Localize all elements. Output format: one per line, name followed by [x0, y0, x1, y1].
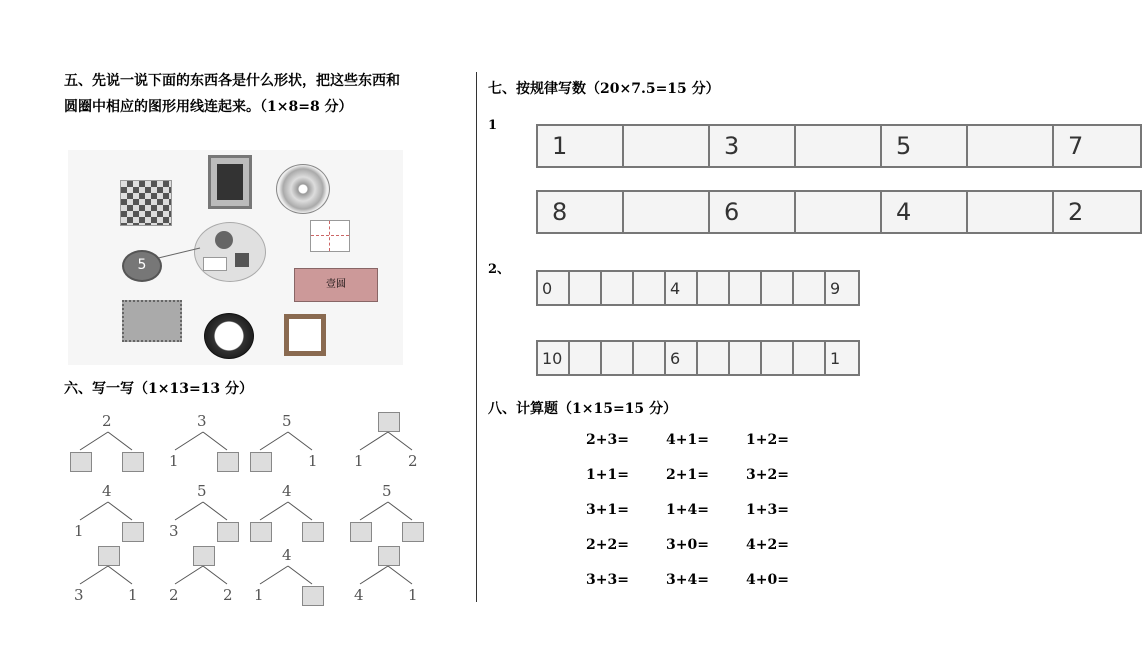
sequence-blank-cell[interactable]	[762, 272, 794, 304]
sequence-blank-cell[interactable]	[698, 272, 730, 304]
number-tree	[350, 418, 440, 468]
stamp-picture	[122, 300, 182, 342]
tree-number-right: 1	[308, 452, 318, 470]
banknote-text: 壹圆	[326, 279, 346, 290]
sequence-blank-cell[interactable]	[730, 272, 762, 304]
sequence-blank-cell[interactable]	[634, 272, 666, 304]
number-tree	[350, 552, 440, 602]
sequence-blank-cell[interactable]	[794, 342, 826, 374]
calc-problem: 3+3=	[586, 572, 629, 588]
tree-number-top: 5	[382, 482, 392, 500]
sequence-number-cell: 1	[826, 342, 858, 374]
q5-title-line1: 五、先说一说下面的东西各是什么形状，把这些东西和	[64, 73, 400, 89]
tree-number-top: 4	[282, 546, 292, 564]
sequence-number-cell: 1	[538, 126, 624, 166]
tree-answer-box-top[interactable]	[98, 546, 120, 566]
tree-answer-box-right[interactable]	[122, 452, 144, 472]
tree-number-left: 1	[354, 452, 364, 470]
number-tree	[165, 482, 255, 540]
calc-problem: 1+3=	[746, 502, 789, 518]
q5-title-line2: 圆圈中相应的图形用线连起来。（1×8=8 分）	[64, 99, 353, 115]
tree-answer-box-top[interactable]	[378, 412, 400, 432]
number-tree	[70, 552, 160, 602]
sequence-number-cell: 10	[538, 342, 570, 374]
sequence-blank-cell[interactable]	[796, 126, 882, 166]
coin-picture	[122, 250, 162, 282]
tree-number-right: 2	[408, 452, 418, 470]
q6-title: 六、写一写（1×13=13 分）	[64, 381, 254, 397]
calc-problem: 4+1=	[666, 432, 709, 448]
q7-part2-label: 2、	[488, 262, 511, 277]
dashed-square	[310, 220, 350, 252]
sequence-number-cell: 6	[710, 192, 796, 232]
sequence-blank-cell[interactable]	[624, 126, 710, 166]
sequence-blank-cell[interactable]	[762, 342, 794, 374]
tree-answer-box-left[interactable]	[250, 452, 272, 472]
tree-answer-box-right[interactable]	[402, 522, 424, 542]
q5-picture-area	[68, 150, 403, 365]
sequence-2a	[536, 270, 860, 306]
clock-icon	[204, 313, 254, 359]
sequence-1a	[536, 124, 1142, 168]
calc-problem: 4+0=	[746, 572, 789, 588]
q7-part1-label: 1	[488, 118, 498, 133]
number-tree	[250, 412, 340, 470]
calc-problem: 3+2=	[746, 467, 789, 483]
calc-problem: 3+0=	[666, 537, 709, 553]
sequence-blank-cell[interactable]	[602, 342, 634, 374]
square-frame-picture	[284, 314, 326, 356]
number-tree	[165, 552, 255, 602]
number-tree	[70, 412, 160, 468]
tree-number-left: 3	[169, 522, 179, 540]
sequence-blank-cell[interactable]	[570, 272, 602, 304]
sequence-blank-cell[interactable]	[730, 342, 762, 374]
tree-number-top: 4	[282, 482, 292, 500]
sequence-blank-cell[interactable]	[794, 272, 826, 304]
tree-answer-box-top[interactable]	[378, 546, 400, 566]
tree-number-left: 1	[74, 522, 84, 540]
tree-answer-box-right[interactable]	[217, 452, 239, 472]
sequence-number-cell: 3	[710, 126, 796, 166]
sequence-number-cell: 7	[1054, 126, 1140, 166]
sequence-number-cell: 4	[882, 192, 968, 232]
number-tree	[250, 482, 340, 538]
calc-problem: 3+1=	[586, 502, 629, 518]
number-tree	[250, 546, 340, 604]
calc-problem: 3+4=	[666, 572, 709, 588]
sequence-blank-cell[interactable]	[602, 272, 634, 304]
sequence-number-cell: 2	[1054, 192, 1140, 232]
tree-number-right: 2	[223, 586, 233, 604]
sequence-blank-cell[interactable]	[624, 192, 710, 232]
tree-number-top: 5	[197, 482, 207, 500]
tree-number-left: 3	[74, 586, 84, 604]
coin-value: 5	[137, 257, 147, 273]
calc-problem: 1+2=	[746, 432, 789, 448]
sequence-blank-cell[interactable]	[570, 342, 602, 374]
sequence-blank-cell[interactable]	[796, 192, 882, 232]
sequence-2b	[536, 340, 860, 376]
calc-problem: 1+4=	[666, 502, 709, 518]
calc-problem: 4+2=	[746, 537, 789, 553]
calc-problem: 1+1=	[586, 467, 629, 483]
tree-number-left: 4	[354, 586, 364, 604]
tree-answer-box-right[interactable]	[217, 522, 239, 542]
tree-number-top: 5	[282, 412, 292, 430]
number-tree	[165, 412, 255, 470]
q7-title: 七、按规律写数（20×7.5=15 分）	[488, 81, 720, 97]
q8-title: 八、计算题（1×15=15 分）	[488, 401, 678, 417]
calc-problem: 2+1=	[666, 467, 709, 483]
tree-number-right: 1	[128, 586, 138, 604]
column-divider	[476, 72, 477, 602]
tree-number-top: 4	[102, 482, 112, 500]
sequence-number-cell: 0	[538, 272, 570, 304]
tree-number-top: 2	[102, 412, 112, 430]
sequence-blank-cell[interactable]	[968, 192, 1054, 232]
tree-answer-box-right[interactable]	[302, 522, 324, 542]
banknote-picture	[294, 268, 378, 302]
tree-number-right: 1	[408, 586, 418, 604]
tree-number-left: 1	[254, 586, 264, 604]
sequence-blank-cell[interactable]	[968, 126, 1054, 166]
sequence-blank-cell[interactable]	[634, 342, 666, 374]
tree-number-left: 1	[169, 452, 179, 470]
number-tree	[70, 482, 160, 540]
sequence-blank-cell[interactable]	[698, 342, 730, 374]
tree-answer-box-left[interactable]	[250, 522, 272, 542]
sequence-1b	[536, 190, 1142, 234]
calc-problem: 2+2=	[586, 537, 629, 553]
sequence-number-cell: 5	[882, 126, 968, 166]
tree-answer-box-top[interactable]	[193, 546, 215, 566]
sequence-number-cell: 6	[666, 342, 698, 374]
sequence-number-cell: 4	[666, 272, 698, 304]
sequence-number-cell: 9	[826, 272, 858, 304]
calc-problem: 2+3=	[586, 432, 629, 448]
tree-answer-box-right[interactable]	[302, 586, 324, 606]
sequence-number-cell: 8	[538, 192, 624, 232]
tree-answer-box-left[interactable]	[70, 452, 92, 472]
tree-answer-box-left[interactable]	[350, 522, 372, 542]
number-tree	[350, 482, 440, 538]
tree-number-top: 3	[197, 412, 207, 430]
tree-number-left: 2	[169, 586, 179, 604]
tree-answer-box-right[interactable]	[122, 522, 144, 542]
